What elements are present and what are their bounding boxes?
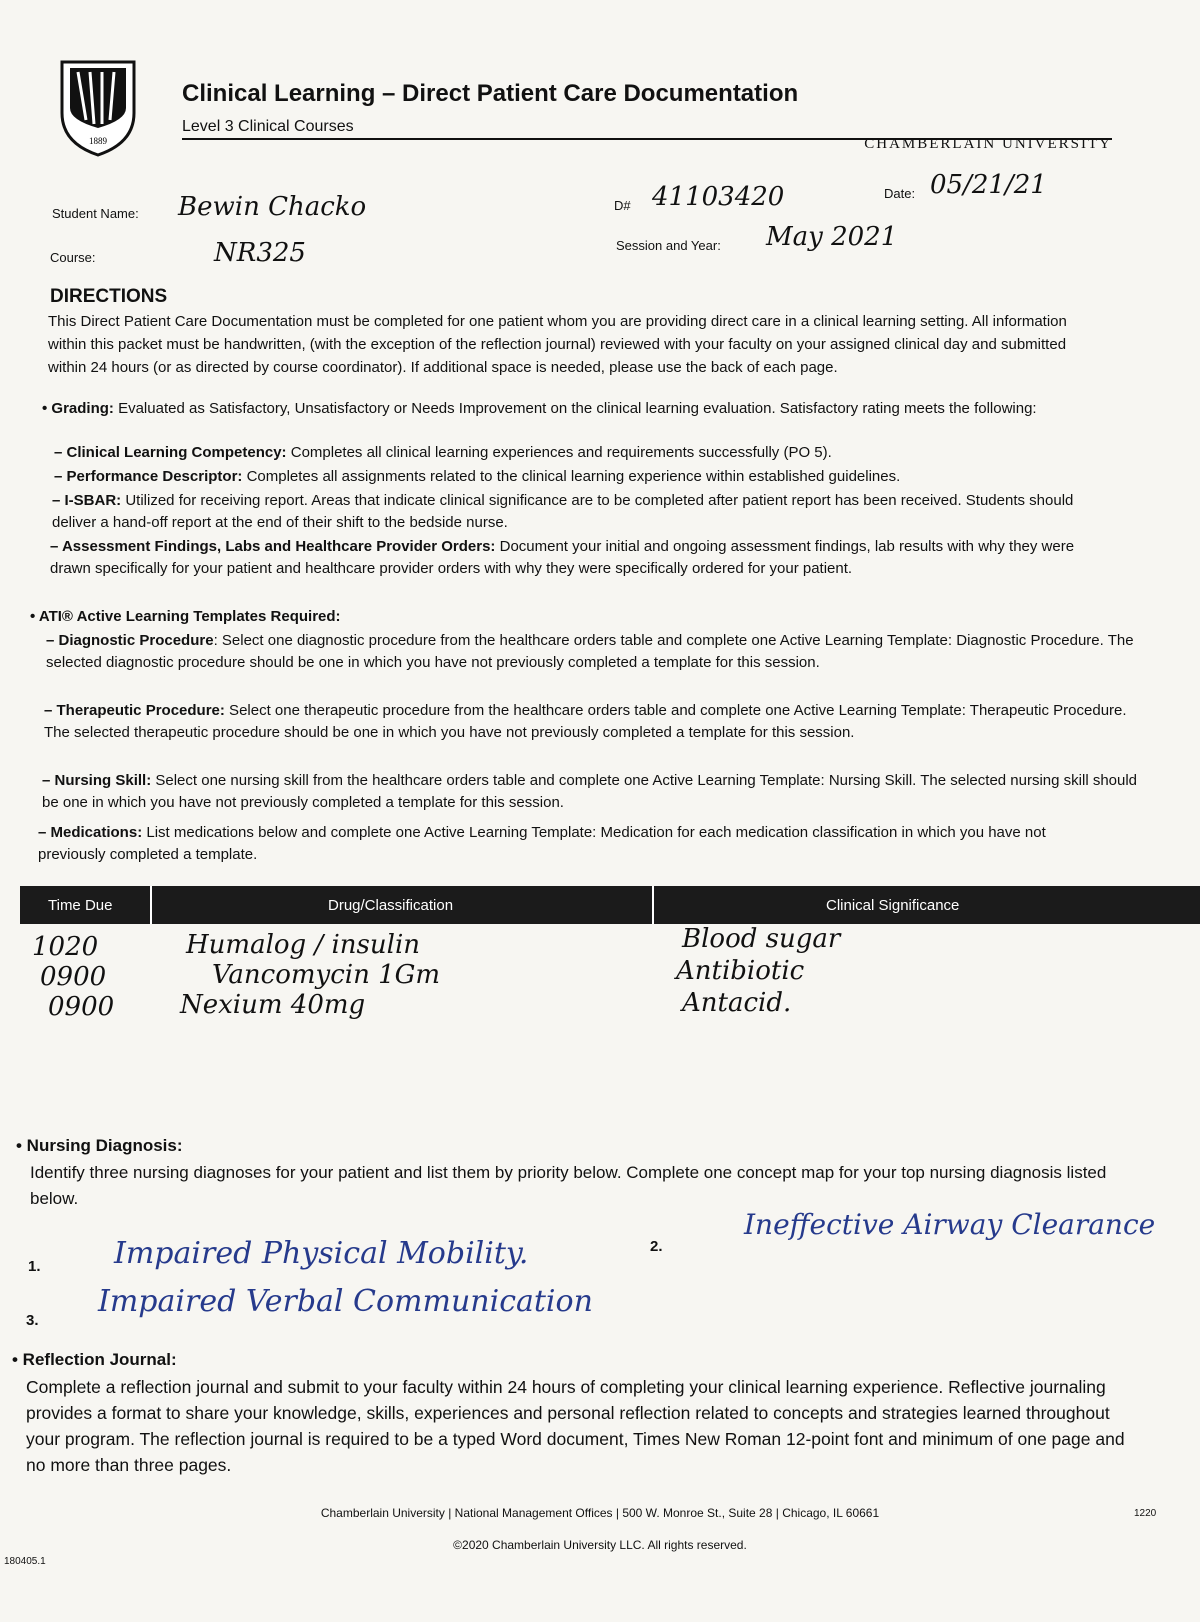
university-shield-logo [58,58,138,158]
session-value: May 2021 [766,222,898,252]
course-value: NR325 [214,238,306,268]
criterion-lead: – Clinical Learning Competency: [54,444,287,461]
criterion-lead: – Performance Descriptor: [54,468,243,485]
ati-therapeutic [44,700,1134,744]
directions-intro: This Direct Patient Care Documentation must be completed for one patient whom you are providing direct care in a clinical learning setting. All information within this packet must be handwritten, (with the exception of the reflection journal) reviewed with your faculty on your assigned clinical day and submitted within 24 hours (or as directed by course coordinator). If additional space is needed, please use the back of each page. [48,313,1067,376]
id-value: 41103420 [652,182,785,212]
document-title: Clinical Learning – Direct Patient Care Documentation [182,80,799,107]
reflection-heading: • Reflection Journal: [12,1350,177,1369]
ati-text: Select one nursing skill from the healthcare orders table and complete one Active Learning Template: Nursing Skill. The selected nursing skill should be one in which you have not previously completed a template for this session. [42,772,1138,811]
diagnosis-number: 3. [26,1312,39,1329]
med-drug: Vancomycin 1Gm [212,960,441,990]
criterion-text: Completes all assignments related to the clinical learning experience within established guidelines. [242,468,901,485]
header-clinical-significance: Clinical Significance [826,897,960,914]
course-label: Course: [50,250,96,265]
svg-text:1889: 1889 [89,136,107,146]
ati-lead: – Nursing Skill: [42,772,152,789]
grading-body: Evaluated as Satisfactory, Unsatisfactory or Needs Improvement on the clinical learning evaluation. Satisfactory rating meets the following: [113,400,1037,417]
ati-text: Select one therapeutic procedure from the healthcare orders table and complete one Active Learning Template: Therapeutic Procedure. The selected therapeutic procedure should be one in which you have not previously completed a template for this session. [44,702,1127,741]
medication-table-body [20,924,1180,1124]
criterion-lead: – I-SBAR: [52,492,122,509]
header-drug-classification: Drug/Classification [328,897,454,914]
med-significance: Antacid. [682,988,792,1018]
diagnosis-number: 2. [650,1238,663,1255]
footer-address: Chamberlain University | National Management Offices | 500 W. Monroe St., Suite 28 | Chicago, IL 60661 [320,1506,880,1520]
ati-diagnostic [46,630,1136,674]
grading-text [42,398,1112,420]
criterion-performance [54,466,1134,488]
med-time: 1020 [32,932,99,962]
footer-copyright: ©2020 Chamberlain University LLC. All rights reserved. [453,1538,747,1552]
date-value: 05/21/21 [930,170,1047,200]
diagnosis-2: Ineffective Airway Clearance [744,1208,1156,1241]
footer-code-left: 180405.1 [4,1556,46,1567]
footer-code-right: 1220 [1134,1508,1157,1519]
criterion-isbar [52,490,1112,534]
nursing-diagnosis-heading: • Nursing Diagnosis: [16,1136,183,1155]
column-divider [652,886,654,924]
diagnosis-number: 1. [28,1258,41,1275]
criterion-text: Utilized for receiving report. Areas that indicate clinical significance are to be completed after patient report has been received. Students should deliver a hand-off report at the end of their shift to the bedside nurse. [52,492,1074,531]
id-label: D# [614,198,631,213]
ati-medications [38,822,1098,866]
date-label: Date: [884,186,916,201]
med-time: 0900 [48,992,115,1022]
diagnosis-3: Impaired Verbal Communication [98,1284,593,1319]
nursing-diagnosis-instructions: Identify three nursing diagnoses for your patient and list them by priority below. Complete one concept map for your top nursing diagnosis listed below. [30,1163,1107,1208]
medication-table-header [20,886,1200,924]
diagnosis-1: Impaired Physical Mobility. [114,1236,529,1271]
document-subtitle: Level 3 Clinical Courses [182,118,354,135]
med-drug: Nexium 40mg [180,990,366,1020]
med-time: 0900 [40,962,107,992]
med-significance: Blood sugar [682,924,841,954]
criterion-text: Completes all clinical learning experiences and requirements successfully (PO 5). [286,444,832,461]
reflection-instructions: Complete a reflection journal and submit to your faculty within 24 hours of completing your clinical learning experience. Reflective journaling provides a format to share your knowledge, skills, experiences and personal reflection related to concepts and strategies learned throughout your program. The reflection journal is required to be a typed Word document, Times New Roman 12-point font and minimum of one page and no more than three pages. [26,1377,1125,1475]
ati-heading: • ATI® Active Learning Templates Required: [30,608,341,625]
header-time-due: Time Due [48,897,113,914]
med-drug: Humalog / insulin [186,930,420,960]
ati-lead: – Diagnostic Procedure [46,632,214,649]
ati-lead: – Medications: [38,824,143,841]
criterion-competency [54,442,1114,464]
ati-nursing-skill [42,770,1142,814]
med-significance: Antibiotic [676,956,805,986]
university-name: CHAMBERLAIN UNIVERSITY [864,136,1112,152]
criterion-assessment [50,536,1110,580]
ati-lead: – Therapeutic Procedure: [44,702,225,719]
student-name-label: Student Name: [52,206,139,221]
student-name-value: Bewin Chacko [178,192,367,222]
criterion-text: Document your initial and ongoing assessment findings, lab results with why they were drawn specifically for your patient and healthcare provider orders with why they were specifically ordered for your patient. [50,538,1075,577]
criterion-lead: – Assessment Findings, Labs and Healthcare Provider Orders: [50,538,496,555]
session-label: Session and Year: [616,238,721,253]
ati-text: : Select one diagnostic procedure from the healthcare orders table and complete one Active Learning Template: Diagnostic Procedure. The selected diagnostic procedure should be one in which you have not previously completed a template for this session. [46,632,1134,671]
directions-heading: DIRECTIONS [50,286,168,307]
column-divider [150,886,152,924]
ati-text: List medications below and complete one Active Learning Template: Medication for each medication classification in which you have not previously completed a template. [38,824,1046,863]
grading-lead: • Grading: [42,400,114,417]
